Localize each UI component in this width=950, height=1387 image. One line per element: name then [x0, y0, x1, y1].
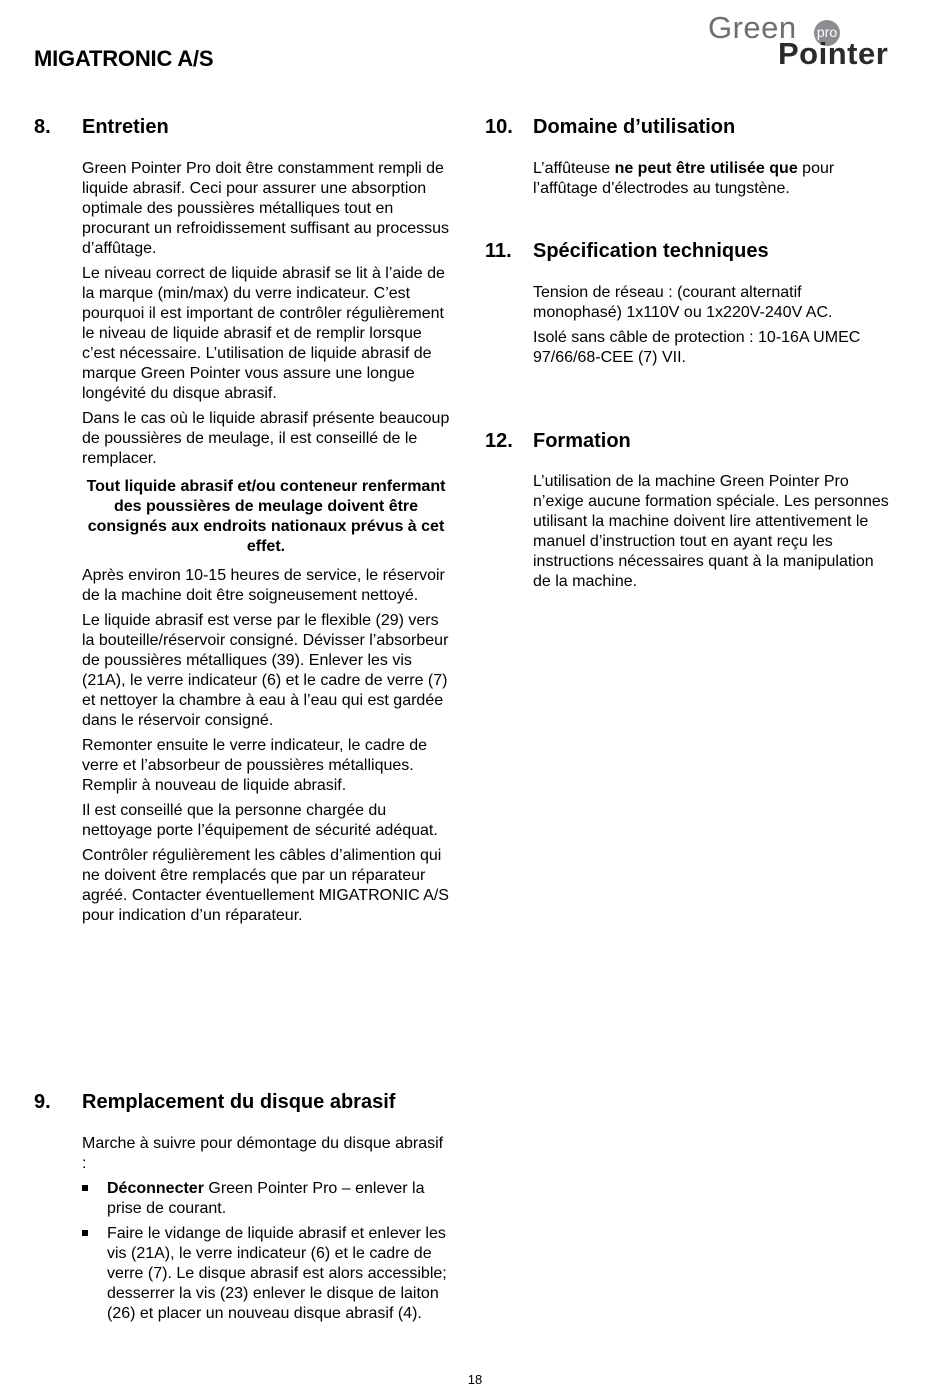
section-8-paragraph: Après environ 10-15 heures de service, le réservoir de la machine doit être soigneusement nettoyé.	[82, 567, 445, 604]
logo-pointer-text: Pointer	[778, 36, 889, 71]
company-name: MIGATRONIC A/S	[34, 46, 214, 71]
page-number: 18	[467, 1372, 483, 1387]
bold-text: Déconnecter	[107, 1180, 204, 1197]
logo-pro-badge: pro	[814, 20, 840, 46]
logo-green-text: Green	[708, 10, 797, 45]
section-8-disposal-notice: Tout liquide abrasif et/ou conteneur renfermant des poussières de meulage doivent être consignés aux endroits nationaux prévus à cet effet.	[86, 478, 446, 555]
section-8-paragraph: Le niveau correct de liquide abrasif se lit à l’aide de la marque (min/max) du verre indicateur. C’est pourquoi il est important de contrôler régulièrement le niveau de liquide abrasif et de remplir lorsque c’est nécessaire. L’utilisation de liquide abrasif de marque Green Pointer vous assure une longue longévité du disque abrasif.	[82, 265, 445, 402]
section-9-number: 9.	[34, 1091, 51, 1113]
section-9-steps	[82, 1179, 450, 1324]
section-12-title: Formation	[533, 430, 631, 452]
bold-text: ne peut être utilisée que	[614, 160, 798, 177]
section-12-number: 12.	[485, 430, 513, 452]
section-8-paragraph: Contrôler régulièrement les câbles d’alimention qui ne doivent être remplacés que par un réparateur agréé. Contacter éventuellement MIGATRONIC A/S pour indication d’un réparateur.	[82, 847, 449, 924]
section-10-title: Domaine d’utilisation	[533, 116, 736, 138]
section-8-paragraph: Green Pointer Pro doit être constamment rempli de liquide abrasif. Ceci pour assurer une absorption optimale des poussières métalliques tout en procurant un refroidissement suffisant au processus d’affûtage.	[82, 160, 450, 257]
section-8-paragraph: Remonter ensuite le verre indicateur, le cadre de verre et l’absorbeur de poussières métalliques. Remplir à nouveau de liquide abrasif.	[82, 737, 428, 794]
section-8-paragraph: Le liquide abrasif est verse par le flexible (29) vers la bouteille/réservoir consigné. Dévisser l’absorbeur de poussières métalliques (39). Enlever les vis (21A), le verre indicateur (6) et le cadre de verre (7) et nettoyer la chambre à eau à l’eau qui est gardée dans le réservoir consigné.	[82, 612, 449, 729]
section-12-paragraph: L’utilisation de la machine Green Pointer Pro n’exige aucune formation spéciale. Les personnes utilisant la machine doivent lire attentivement le manuel d’instruction tout en ayant reçu les instructions nécessaires quant à la manipulation de la machine.	[533, 473, 889, 590]
section-10-number: 10.	[485, 116, 513, 138]
bullet-square-icon	[82, 1230, 88, 1236]
section-10-body	[533, 159, 893, 204]
text-span: L’affûteuse	[533, 160, 615, 177]
section-11-body	[533, 283, 893, 373]
section-8-title: Entretien	[82, 116, 169, 138]
green-pointer-logo	[706, 8, 896, 70]
list-item-text: Faire le vidange de liquide abrasif et enlever les vis (21A), le verre indicateur (6) et le cadre de verre (7). Le disque abrasif est alors accessible; desserrer la vis (23) enlever le disque de laiton (26) et placer un nouveau disque abrasif (4).	[107, 1225, 447, 1322]
section-8-body	[82, 159, 450, 931]
section-8-number: 8.	[34, 116, 51, 138]
section-11-paragraph: Tension de réseau : (courant alternatif monophasé) 1x110V ou 1x220V-240V AC.	[533, 284, 833, 321]
list-item	[82, 1179, 450, 1219]
bullet-square-icon	[82, 1185, 88, 1191]
list-item-text: Green Pointer Pro – enlever la prise de courant.	[107, 1180, 425, 1217]
section-8-paragraph: Il est conseillé que la personne chargée du nettoyage porte l’équipement de sécurité adéquat.	[82, 802, 438, 839]
list-item	[82, 1224, 450, 1324]
section-11-number: 11.	[485, 240, 512, 262]
section-11-paragraph: Isolé sans câble de protection : 10-16A UMEC 97/66/68-CEE (7) VII.	[533, 329, 861, 366]
section-12-body	[533, 472, 893, 597]
section-9-title: Remplacement du disque abrasif	[82, 1091, 396, 1113]
text-span: pour l’affûtage d’électrodes au tungstène.	[533, 160, 835, 197]
section-10-paragraph	[533, 159, 893, 199]
section-9-body	[82, 1134, 450, 1329]
section-9-intro: Marche à suivre pour démontage du disque abrasif :	[82, 1135, 444, 1172]
section-8-paragraph: Dans le cas où le liquide abrasif présente beaucoup de poussières de meulage, il est conseillé de le remplacer.	[82, 410, 450, 467]
section-11-title: Spécification techniques	[533, 240, 769, 262]
